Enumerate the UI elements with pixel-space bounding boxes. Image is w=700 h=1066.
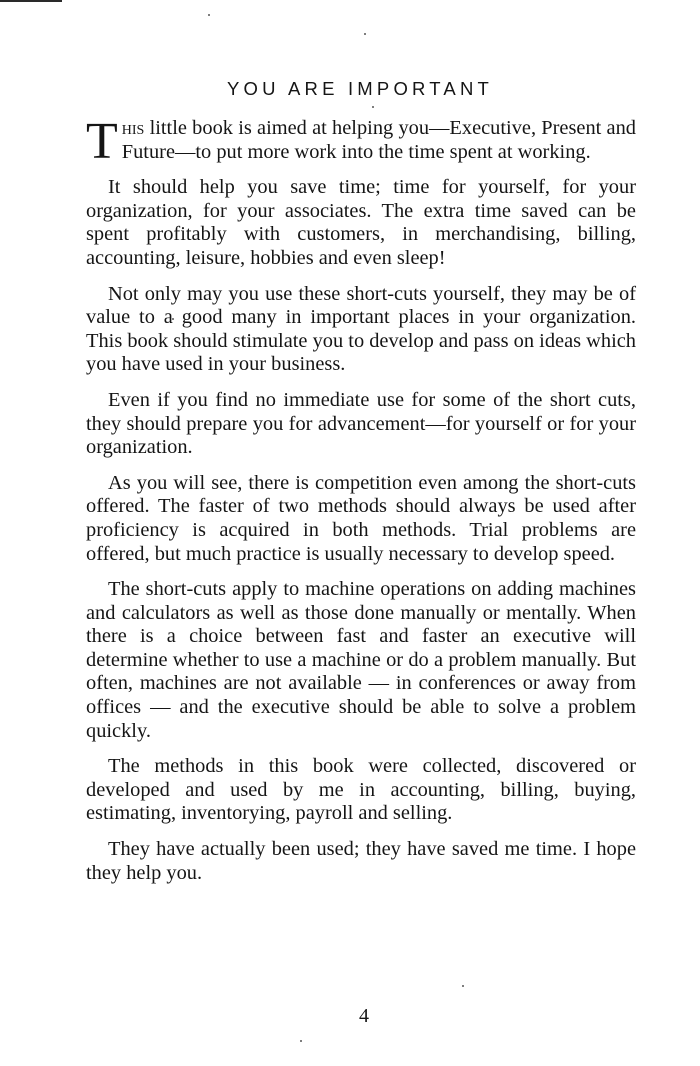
paragraph: It should help you save time; time for yourself, for your organization, for your associates. The extra time saved can be spent profitably with customers, in merchandising, billing, accounting, leisure, hobbies and even sleep! — [86, 176, 636, 269]
paragraph: The methods in this book were collected, discovered or developed and used by me in accounting, billing, buying, estimating, inventorying, payroll and selling. — [86, 755, 636, 825]
print-speck — [300, 1040, 302, 1042]
intro-paragraph — [86, 113, 636, 170]
paragraph: The short-cuts apply to machine operations on adding machines and calculators as well as those done manually or mentally. When there is a choice between fast and faster an executive will determine whether to use a machine or do a problem manually. But often, machines are not available — in conferences or away from offices — and the executive should be able to solve a problem quickly. — [86, 578, 636, 742]
drop-cap: T — [86, 113, 118, 170]
paragraph: They have actually been used; they have saved me time. I hope they help you. — [86, 838, 636, 884]
body-text — [86, 113, 636, 897]
paragraph: Not only may you use these short-cuts yourself, they may be of value to a good many in important places in your organization. This book should stimulate you to develop and pass on ideas which you have used in your business. — [86, 282, 636, 376]
paragraph: As you will see, there is competition even among the short-cuts offered. The faster of two methods should always be used after proficiency is acquired in both methods. Trial problems are offered, but much practice is usually necessary to develop speed. — [86, 471, 636, 565]
top-rule — [0, 0, 62, 2]
intro-smallcaps: his — [121, 117, 145, 139]
paragraph: Even if you find no immediate use for some of the short cuts, they should prepare you for advancement—for yourself or for your organization. — [86, 388, 636, 459]
print-speck — [372, 106, 374, 108]
print-speck — [208, 14, 210, 16]
intro-text: little book is aimed at helping you—Executive, Present and Future—to put more work into the time spent at working. — [121, 117, 636, 163]
page-title: YOU ARE IMPORTANT — [226, 78, 494, 100]
page-number: 4 — [359, 1005, 369, 1027]
print-speck — [364, 33, 366, 35]
print-speck — [462, 985, 464, 987]
